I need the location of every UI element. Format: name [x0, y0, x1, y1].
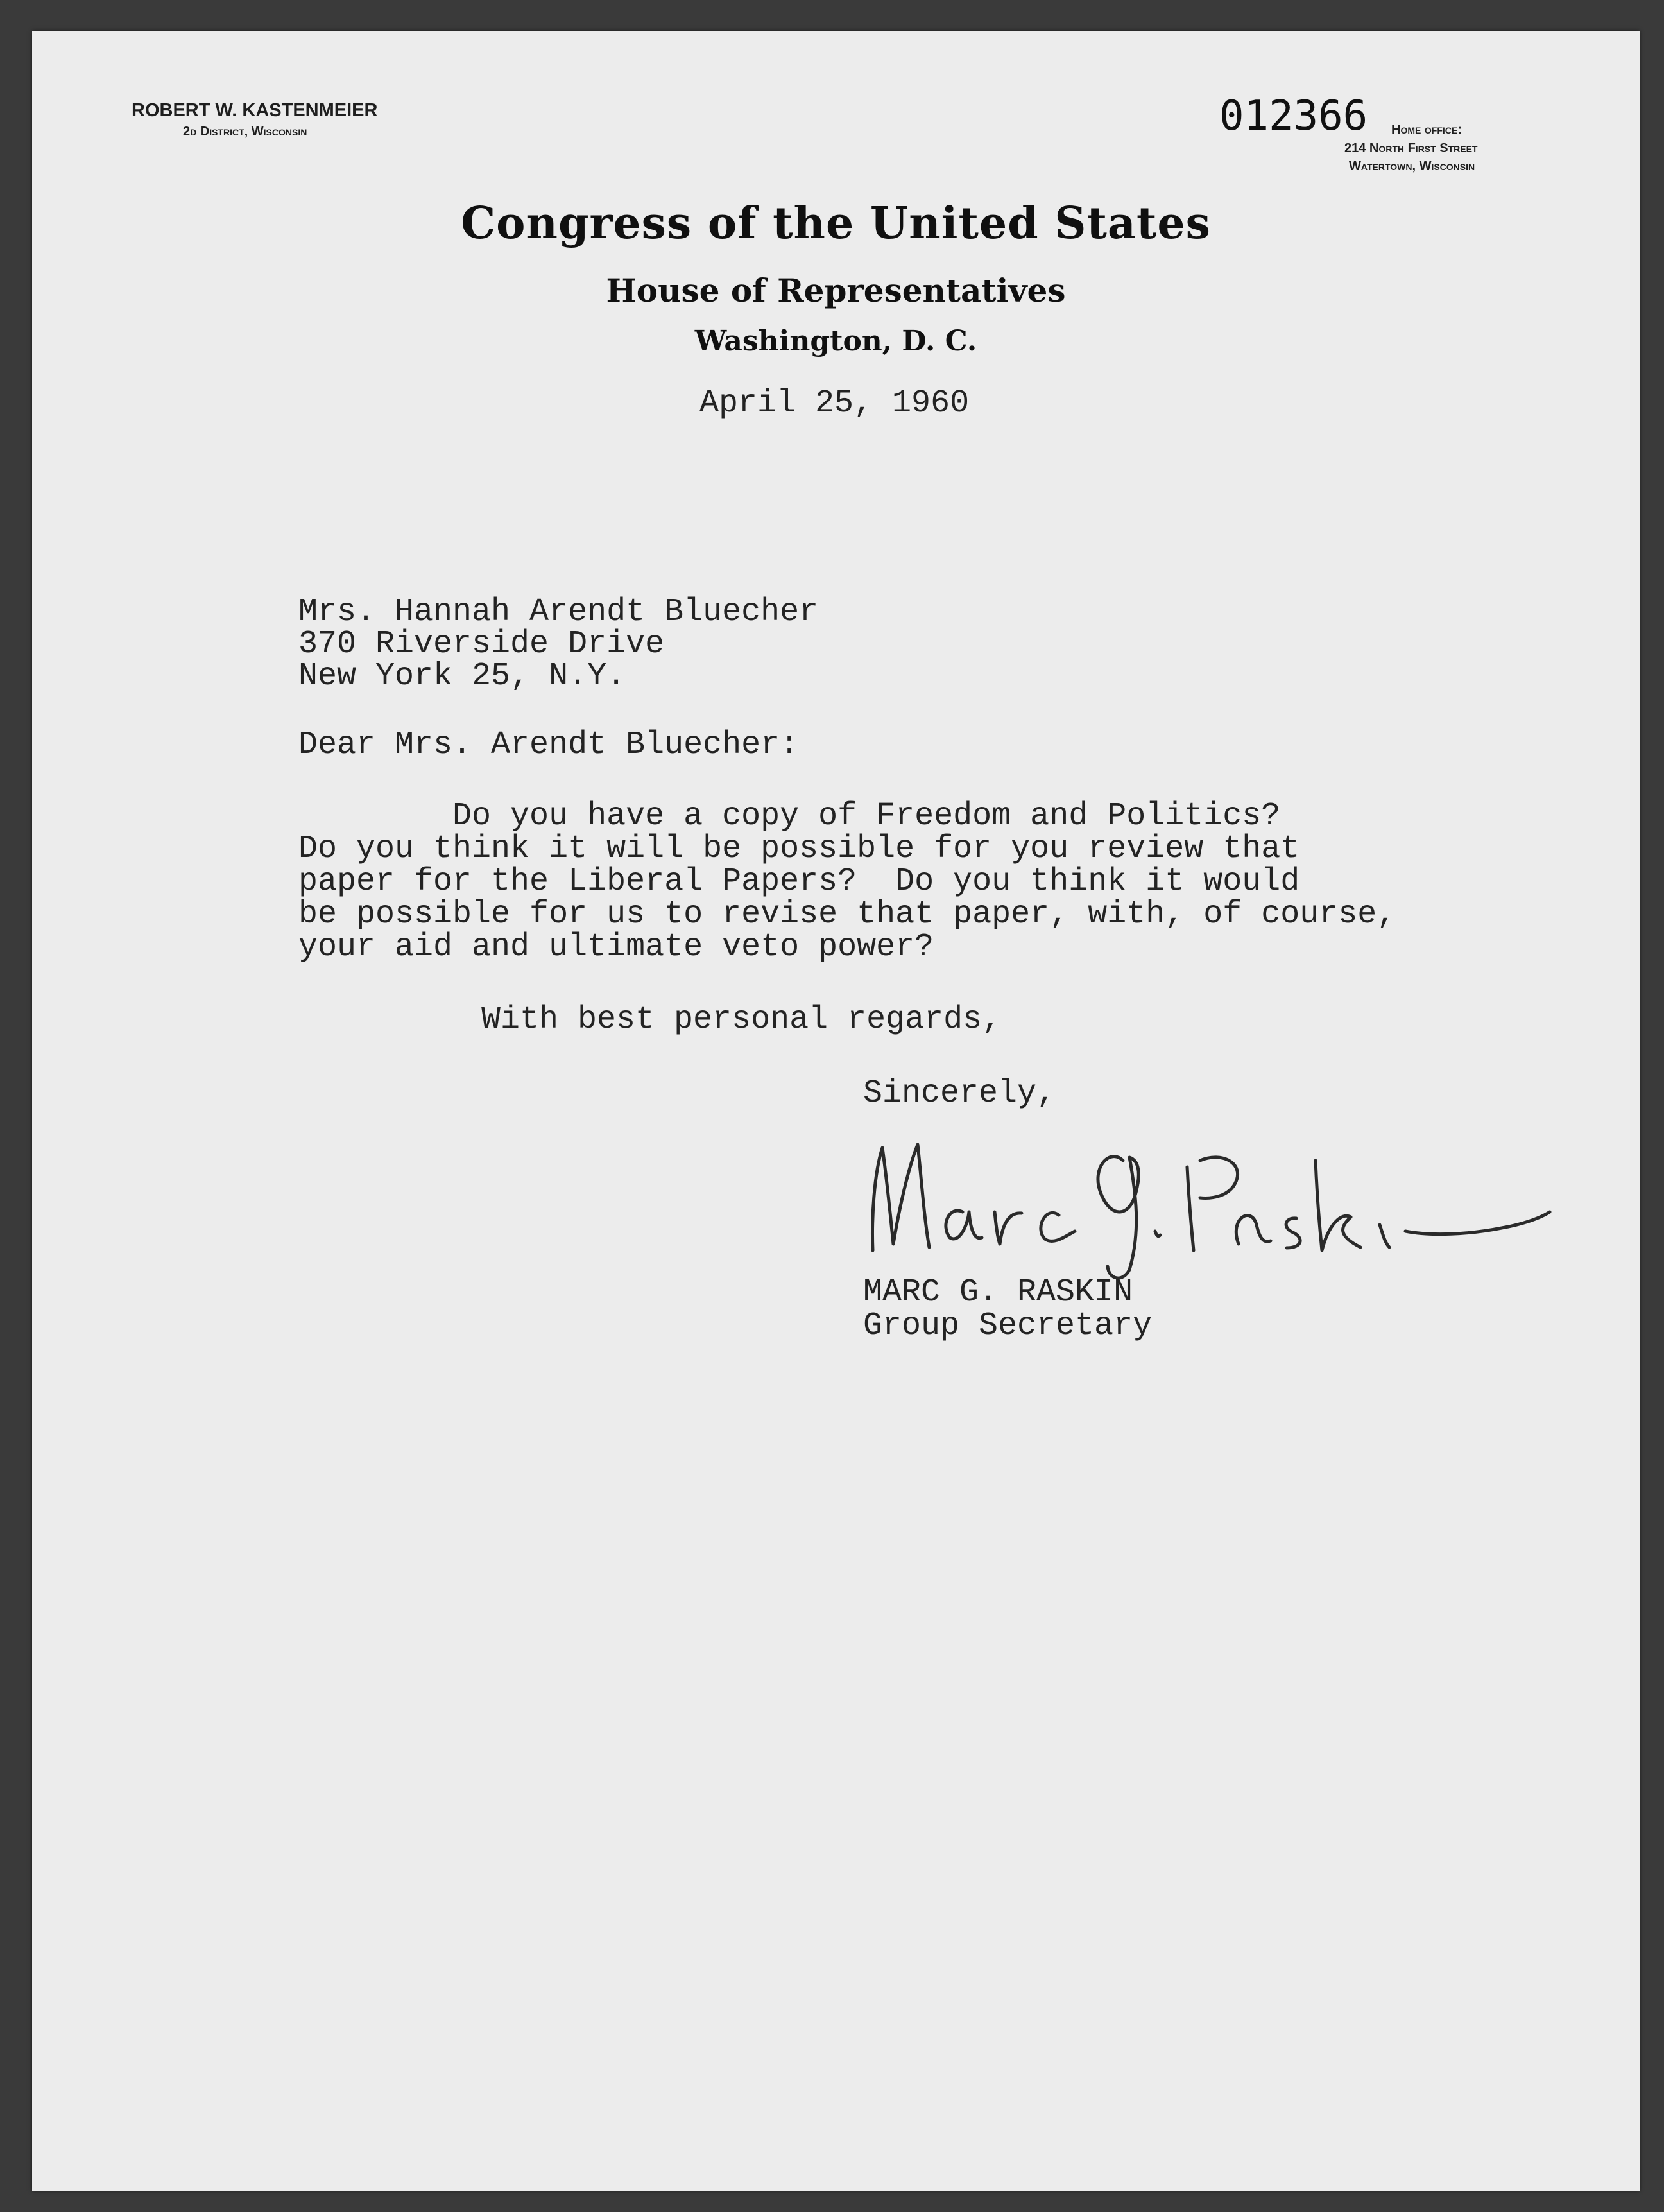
home-office-label: Home office: — [1391, 123, 1462, 137]
home-office-city: Watertown, Wisconsin — [1349, 159, 1475, 173]
recipient-street: 370 Riverside Drive — [298, 626, 665, 662]
document-number: 012366 — [1219, 92, 1368, 140]
letterhead-title: Congress of the United States — [461, 198, 1211, 249]
letter-date: April 25, 1960 — [699, 385, 970, 422]
regards-line: With best personal regards, — [481, 1001, 1002, 1038]
letterhead-subtitle: House of Representatives — [606, 272, 1066, 309]
member-name: ROBERT W. KASTENMEIER — [132, 100, 378, 121]
body-line: be possible for us to revise that paper, with, of course, — [298, 896, 1396, 933]
salutation: Dear Mrs. Arendt Bluecher: — [298, 727, 800, 763]
recipient-name: Mrs. Hannah Arendt Bluecher — [298, 594, 819, 630]
recipient-city: New York 25, N.Y. — [298, 658, 626, 695]
body-line: Do you think it will be possible for you review that — [298, 831, 1300, 867]
letter-page — [32, 31, 1640, 2191]
home-office-street: 214 North First Street — [1344, 141, 1478, 155]
body-line: paper for the Liberal Papers? Do you think it would — [298, 863, 1300, 900]
signer-name: MARC G. RASKIN — [863, 1274, 1133, 1311]
closing: Sincerely, — [863, 1075, 1056, 1112]
body-line: Do you have a copy of Freedom and Politics? — [298, 798, 1281, 834]
member-district: 2d District, Wisconsin — [183, 125, 307, 139]
handwritten-signature — [853, 1122, 1559, 1289]
signer-title: Group Secretary — [863, 1308, 1153, 1344]
letterhead-location: Washington, D. C. — [694, 325, 977, 358]
body-line: your aid and ultimate veto power? — [298, 929, 934, 965]
